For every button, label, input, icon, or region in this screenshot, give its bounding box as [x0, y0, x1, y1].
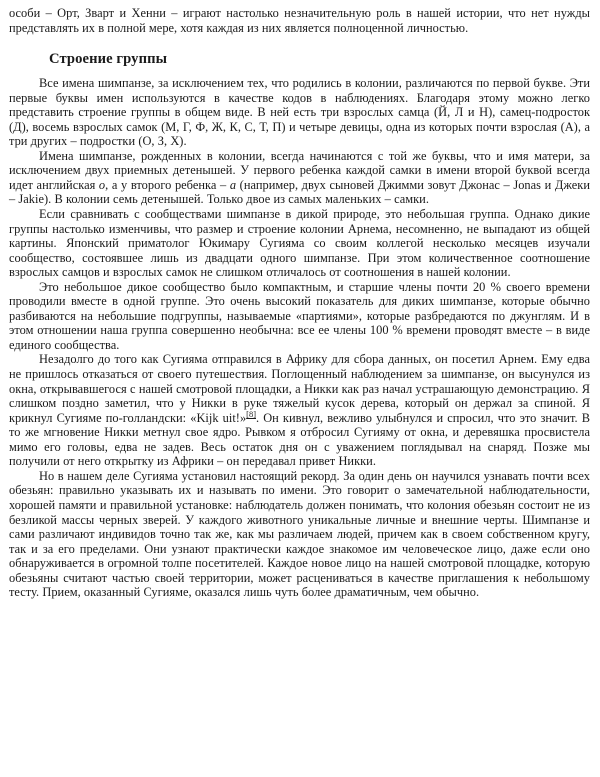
paragraph-continuation: особи – Орт, Зварт и Хенни – играют настолько незначительную роль в нашей истории, что нет нужды представлять их в полной мере, хотя каждая из них является полноценной личностью.: [9, 6, 590, 35]
paragraph-sugiyama-record: Но в нашем деле Сугияма установил настоящий рекорд. За один день он научился узнавать почти всех обезьян: правильно указывать их и называть по имени. Это говорит о замечательной наблюдательности, хорошей памяти и правильной установке: наблюдатель должен понимать, что колония обезьян состоит не из безликой массы черных зверей. У каждого животного уникальные личные и внешние черты. Шимпанзе и сами различают индивидов точно так же, как мы различаем людей, причем как в своем собственном кругу, так и за его пределами. Они узнают практически каждое знакомое им человеческое лицо, даже если оно обнаруживается в огромной толпе посетителей. Каждое новое лицо на нашей смотровой площадке, которую обезьяны считают частью своей территории, может расцениваться в качестве приглашения к небольшому тесту. Прием, оказанный Сугияме, оказался лишь чуть более драматичным, чем обычно.: [9, 468, 590, 600]
page-title: Строение группы: [49, 51, 168, 68]
paragraph-sugiyama-visit-part-b: . Он кивнул, вежливо улыбнулся и спросил, что это значит. В то же мгновение Никки метнул свое ядро. Рывком я отбросил Сугияму от окна, и деревяшка просвистела мимо его головы, едва не задев. Весь остаток дня он с уважением поглядывал на снаряд. Позже мы получили от него открытку из Африки – он передавал привет Никки.: [9, 410, 590, 469]
paragraph-naming-rules-part-c: (например, двух сыновей Джимми зовут Джонас – Jonas и Джеки – Jakie). В колонии семь детенышей. Только двое из самых маленьких – самки.: [9, 177, 590, 207]
paragraph-compact-community: Это небольшое дикое сообщество было компактным, и старшие члены почти 20 % своего времени проводили вместе в одной группе. Это очень высокий показатель для диких шимпанзе, которые обычно разбиваются на небольшие подгруппы, называемые «партиями», которые разбредаются по джунглям. И в этом отношении наша группа совершенно необычна: все ее члены 100 % времени проводят вместе – в виде единого сообщества.: [9, 279, 590, 352]
italic-letter-a: a: [229, 177, 237, 192]
paragraph-naming-rules-part-b: , а у второго ребенка –: [105, 177, 230, 192]
footnote-reference-8[interactable]: [8]: [246, 409, 256, 419]
paragraph-naming-rules-part-a: Имена шимпанзе, рожденных в колонии, всегда начинаются с той же буквы, что и имя матери, за исключением двух приемных детенышей. У первого ребенка каждой самки в имени второй буквой всегда идет английская: [9, 148, 590, 192]
paragraph-naming-rules: [9, 149, 590, 207]
paragraph-sugiyama-visit: [9, 352, 590, 468]
paragraph-sugiyama-visit-part-a: Незадолго до того как Сугияма отправился в Африку для сбора данных, он посетил Арнем. Ему едва не пришлось отказаться от своего путешествия. Поглощенный наблюдением за шимпанзе, он высунулся из окна, открывавшегося с нашей смотровой площадки, а Никки как раз начал устрашающую демонстрацию. Я слишком поздно заметил, что у Никки в руке тяжелый кусок дерева, который он держал за спиной. Я крикнул Сугияме по-голландски: «Kijk uit!»: [9, 352, 590, 425]
paragraph-naming-codes: Все имена шимпанзе, за исключением тех, что родились в колонии, различаются по первой букве. Эти первые буквы имен используются в качестве кодов в наблюдениях. Благодаря этому можно легко представить строение группы в общем виде. В ней есть три взрослых самца (Й, Л и Н), самец-подросток (Д), восемь взрослых самок (М, Г, Ф, Ж, К, С, Т, П) и четыре девицы, одна из которых почти взрослая (А), а три других – подростки (О, З, Х).: [9, 76, 590, 149]
paragraph-wild-communities: Если сравнивать с сообществами шимпанзе в дикой природе, это небольшая группа. Однако дикие группы настолько изменчивы, что размер и строение колонии Арнема, несомненно, не выпадают из общей картины. Японский приматолог Юкимару Сугияма со своим коллегой несколько месяцев изучали сообщество, состоявшее лишь из двадцати одного шимпанзе. При этом количественное соотношение взрослых самцов и взрослых самок не слишком отличалось от соотношения в нашей колонии.: [9, 207, 590, 280]
italic-letter-o: о: [98, 177, 106, 192]
